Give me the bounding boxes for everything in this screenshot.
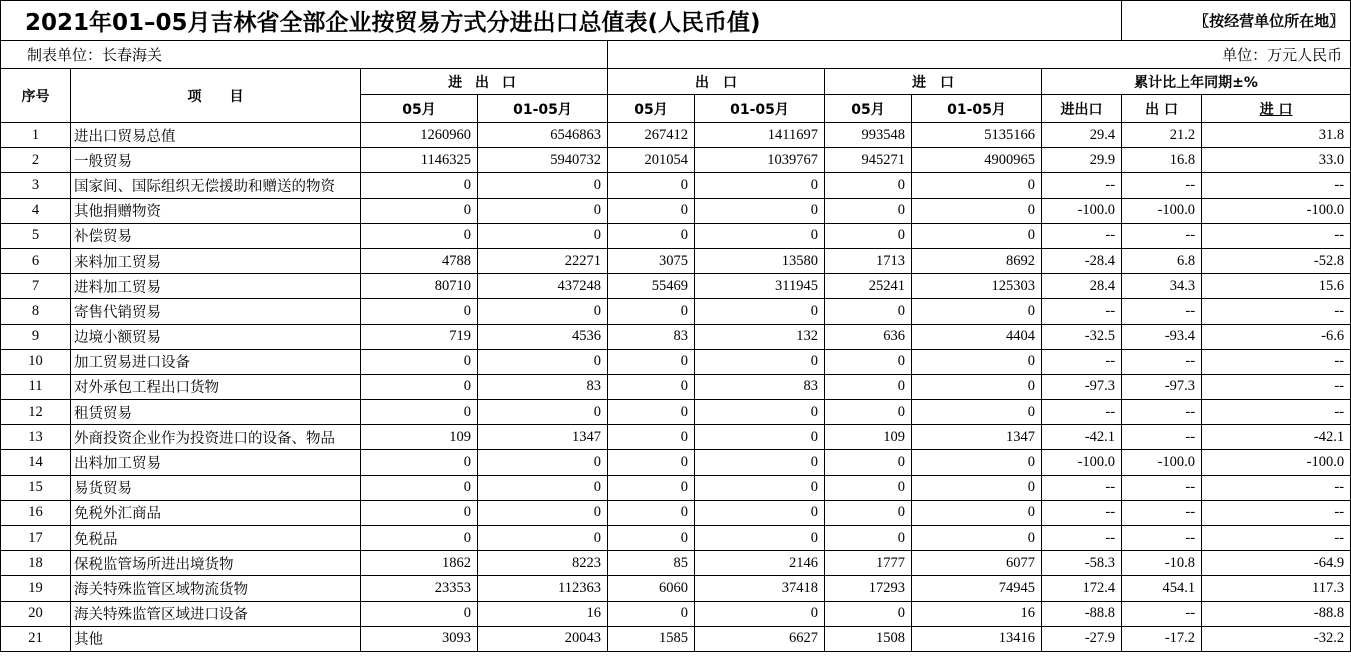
table-row xyxy=(1,198,1351,223)
row-value: 0 xyxy=(695,526,825,551)
table-row xyxy=(1,425,1351,450)
row-seq: 11 xyxy=(1,374,71,399)
row-seq: 5 xyxy=(1,223,71,248)
row-value: -42.1 xyxy=(1042,425,1122,450)
header-sub: 05月 xyxy=(825,95,912,123)
row-value: 8692 xyxy=(912,248,1042,273)
row-value: 0 xyxy=(825,223,912,248)
table-row xyxy=(1,450,1351,475)
row-value: 0 xyxy=(608,198,695,223)
header-item: 项 目 xyxy=(71,69,361,123)
row-value: 0 xyxy=(825,500,912,525)
row-value: 0 xyxy=(478,450,608,475)
table-row xyxy=(1,299,1351,324)
row-value: 37418 xyxy=(695,576,825,601)
row-item: 其他 xyxy=(71,626,361,651)
row-value: 1713 xyxy=(825,248,912,273)
row-seq: 18 xyxy=(1,551,71,576)
row-item: 一般贸易 xyxy=(71,148,361,173)
row-value: 454.1 xyxy=(1122,576,1202,601)
row-value: 0 xyxy=(478,526,608,551)
row-value: 22271 xyxy=(478,248,608,273)
row-value: 3093 xyxy=(361,626,478,651)
row-value: 29.9 xyxy=(1042,148,1122,173)
row-value: 0 xyxy=(608,299,695,324)
row-value: 0 xyxy=(361,500,478,525)
row-value: 945271 xyxy=(825,148,912,173)
row-value: -- xyxy=(1042,223,1122,248)
row-value: -32.2 xyxy=(1202,626,1351,651)
row-value: 8223 xyxy=(478,551,608,576)
row-value: 5135166 xyxy=(912,123,1042,148)
row-value: 0 xyxy=(825,400,912,425)
row-value: -32.5 xyxy=(1042,324,1122,349)
row-seq: 16 xyxy=(1,500,71,525)
row-value: 0 xyxy=(695,223,825,248)
row-value: -- xyxy=(1202,349,1351,374)
row-value: -88.8 xyxy=(1202,601,1351,626)
row-value: 311945 xyxy=(695,274,825,299)
table-row xyxy=(1,475,1351,500)
row-value: 0 xyxy=(912,450,1042,475)
row-seq: 14 xyxy=(1,450,71,475)
row-value: 16.8 xyxy=(1122,148,1202,173)
row-value: 1585 xyxy=(608,626,695,651)
row-value: 0 xyxy=(695,601,825,626)
row-value: -52.8 xyxy=(1202,248,1351,273)
table-row xyxy=(1,324,1351,349)
row-value: 13580 xyxy=(695,248,825,273)
row-value: 0 xyxy=(912,299,1042,324)
row-seq: 1 xyxy=(1,123,71,148)
row-value: 125303 xyxy=(912,274,1042,299)
row-value: 0 xyxy=(608,500,695,525)
row-value: 83 xyxy=(695,374,825,399)
row-value: -- xyxy=(1202,500,1351,525)
row-value: 0 xyxy=(608,425,695,450)
table-row xyxy=(1,123,1351,148)
row-value: -88.8 xyxy=(1042,601,1122,626)
row-value: 0 xyxy=(478,400,608,425)
row-value: -- xyxy=(1042,500,1122,525)
row-value: 0 xyxy=(912,198,1042,223)
row-seq: 19 xyxy=(1,576,71,601)
row-value: -- xyxy=(1122,425,1202,450)
row-value: 0 xyxy=(695,198,825,223)
row-value: 3075 xyxy=(608,248,695,273)
row-value: 0 xyxy=(695,173,825,198)
row-seq: 8 xyxy=(1,299,71,324)
row-item: 海关特殊监管区域进口设备 xyxy=(71,601,361,626)
row-item: 寄售代销贸易 xyxy=(71,299,361,324)
row-value: 6546863 xyxy=(478,123,608,148)
row-value: -100.0 xyxy=(1122,198,1202,223)
row-value: 1146325 xyxy=(361,148,478,173)
row-value: 0 xyxy=(695,400,825,425)
row-value: 1260960 xyxy=(361,123,478,148)
row-value: 0 xyxy=(695,299,825,324)
table-row xyxy=(1,400,1351,425)
row-value: 0 xyxy=(695,425,825,450)
row-value: 109 xyxy=(825,425,912,450)
row-value: 17293 xyxy=(825,576,912,601)
table-row xyxy=(1,349,1351,374)
row-value: 0 xyxy=(361,223,478,248)
row-item: 加工贸易进口设备 xyxy=(71,349,361,374)
row-value: 4788 xyxy=(361,248,478,273)
subtitle: 〖按经营单位所在地〗 xyxy=(1122,1,1351,41)
row-value: -6.6 xyxy=(1202,324,1351,349)
row-value: -- xyxy=(1042,475,1122,500)
row-value: -- xyxy=(1042,400,1122,425)
row-value: 112363 xyxy=(478,576,608,601)
compiler-label: 制表单位：长春海关 xyxy=(1,41,608,69)
row-value: -- xyxy=(1122,526,1202,551)
row-value: 1777 xyxy=(825,551,912,576)
row-value: 4900965 xyxy=(912,148,1042,173)
row-value: 74945 xyxy=(912,576,1042,601)
row-value: -- xyxy=(1042,299,1122,324)
row-value: 28.4 xyxy=(1042,274,1122,299)
row-value: -58.3 xyxy=(1042,551,1122,576)
row-value: 201054 xyxy=(608,148,695,173)
row-seq: 20 xyxy=(1,601,71,626)
row-value: -64.9 xyxy=(1202,551,1351,576)
row-item: 租赁贸易 xyxy=(71,400,361,425)
row-value: 0 xyxy=(825,450,912,475)
row-item: 出料加工贸易 xyxy=(71,450,361,475)
row-value: 6077 xyxy=(912,551,1042,576)
row-value: 437248 xyxy=(478,274,608,299)
row-value: -- xyxy=(1202,400,1351,425)
header-sub: 01-05月 xyxy=(695,95,825,123)
row-value: -- xyxy=(1202,299,1351,324)
row-item: 边境小额贸易 xyxy=(71,324,361,349)
row-value: -- xyxy=(1042,349,1122,374)
row-seq: 2 xyxy=(1,148,71,173)
table-row xyxy=(1,576,1351,601)
row-value: 0 xyxy=(478,198,608,223)
row-value: 0 xyxy=(478,173,608,198)
row-value: 719 xyxy=(361,324,478,349)
row-value: 0 xyxy=(912,349,1042,374)
row-item: 保税监管场所进出境货物 xyxy=(71,551,361,576)
row-value: 0 xyxy=(912,475,1042,500)
table-row xyxy=(1,173,1351,198)
row-seq: 3 xyxy=(1,173,71,198)
row-value: 0 xyxy=(912,374,1042,399)
row-value: -- xyxy=(1122,223,1202,248)
row-value: 34.3 xyxy=(1122,274,1202,299)
row-value: 1508 xyxy=(825,626,912,651)
row-value: 1411697 xyxy=(695,123,825,148)
row-value: 993548 xyxy=(825,123,912,148)
row-value: 4404 xyxy=(912,324,1042,349)
row-seq: 9 xyxy=(1,324,71,349)
row-value: -28.4 xyxy=(1042,248,1122,273)
row-value: 0 xyxy=(361,526,478,551)
row-value: 0 xyxy=(695,475,825,500)
row-item: 海关特殊监管区域物流货物 xyxy=(71,576,361,601)
row-value: 0 xyxy=(912,400,1042,425)
header-group-import: 进 口 xyxy=(825,69,1042,95)
row-seq: 7 xyxy=(1,274,71,299)
row-value: 0 xyxy=(912,173,1042,198)
row-value: 0 xyxy=(825,374,912,399)
row-value: 16 xyxy=(478,601,608,626)
row-value: 0 xyxy=(478,223,608,248)
row-value: 0 xyxy=(695,450,825,475)
row-value: 0 xyxy=(912,223,1042,248)
row-value: 0 xyxy=(912,500,1042,525)
row-item: 进出口贸易总值 xyxy=(71,123,361,148)
row-value: 85 xyxy=(608,551,695,576)
row-value: 15.6 xyxy=(1202,274,1351,299)
table-row xyxy=(1,248,1351,273)
header-sub-import-yoy: 进 口 xyxy=(1259,101,1293,118)
row-value: -- xyxy=(1202,374,1351,399)
row-value: 0 xyxy=(361,374,478,399)
row-value: 636 xyxy=(825,324,912,349)
row-value: 0 xyxy=(478,299,608,324)
row-value: 0 xyxy=(608,400,695,425)
row-value: -97.3 xyxy=(1122,374,1202,399)
row-item: 补偿贸易 xyxy=(71,223,361,248)
row-value: 29.4 xyxy=(1042,123,1122,148)
header-sub: 出 口 xyxy=(1122,95,1202,123)
row-value: -- xyxy=(1122,173,1202,198)
row-value: -- xyxy=(1122,500,1202,525)
row-value: 83 xyxy=(478,374,608,399)
row-value: 4536 xyxy=(478,324,608,349)
row-value: 0 xyxy=(361,299,478,324)
row-value: -10.8 xyxy=(1122,551,1202,576)
row-item: 进料加工贸易 xyxy=(71,274,361,299)
row-seq: 13 xyxy=(1,425,71,450)
row-value: 0 xyxy=(608,450,695,475)
table-row xyxy=(1,374,1351,399)
row-value: 1862 xyxy=(361,551,478,576)
row-value: -100.0 xyxy=(1202,450,1351,475)
table-row xyxy=(1,626,1351,651)
row-seq: 21 xyxy=(1,626,71,651)
row-value: 2146 xyxy=(695,551,825,576)
row-value: -- xyxy=(1202,526,1351,551)
row-value: -100.0 xyxy=(1202,198,1351,223)
row-value: 0 xyxy=(825,299,912,324)
row-value: 132 xyxy=(695,324,825,349)
row-value: -100.0 xyxy=(1122,450,1202,475)
row-value: 0 xyxy=(825,173,912,198)
row-item: 国家间、国际组织无偿援助和赠送的物资 xyxy=(71,173,361,198)
row-seq: 15 xyxy=(1,475,71,500)
page-title: 2021年01–05月吉林省全部企业按贸易方式分进出口总值表(人民币值) xyxy=(1,1,1122,41)
row-value: 0 xyxy=(695,349,825,374)
row-seq: 4 xyxy=(1,198,71,223)
row-value: 6.8 xyxy=(1122,248,1202,273)
row-value: -97.3 xyxy=(1042,374,1122,399)
row-value: 21.2 xyxy=(1122,123,1202,148)
row-item: 来料加工贸易 xyxy=(71,248,361,273)
header-sub: 进出口 xyxy=(1042,95,1122,123)
row-value: 0 xyxy=(361,475,478,500)
row-value: 5940732 xyxy=(478,148,608,173)
row-value: 0 xyxy=(608,173,695,198)
row-value: 6627 xyxy=(695,626,825,651)
row-value: -- xyxy=(1202,475,1351,500)
row-item: 免税外汇商品 xyxy=(71,500,361,525)
row-value: 55469 xyxy=(608,274,695,299)
row-seq: 17 xyxy=(1,526,71,551)
row-seq: 10 xyxy=(1,349,71,374)
row-value: 0 xyxy=(478,500,608,525)
row-value: -- xyxy=(1122,601,1202,626)
row-value: 0 xyxy=(361,450,478,475)
row-value: 0 xyxy=(825,349,912,374)
row-value: 0 xyxy=(825,198,912,223)
table-row xyxy=(1,551,1351,576)
header-sub xyxy=(1202,95,1351,123)
table-row xyxy=(1,500,1351,525)
row-value: 83 xyxy=(608,324,695,349)
row-value: -- xyxy=(1122,400,1202,425)
row-value: -93.4 xyxy=(1122,324,1202,349)
row-value: 109 xyxy=(361,425,478,450)
row-value: 0 xyxy=(912,526,1042,551)
row-value: 0 xyxy=(825,601,912,626)
row-value: -42.1 xyxy=(1202,425,1351,450)
row-value: -- xyxy=(1202,173,1351,198)
row-value: 172.4 xyxy=(1042,576,1122,601)
row-value: 0 xyxy=(695,500,825,525)
header-sub: 01-05月 xyxy=(478,95,608,123)
row-value: 0 xyxy=(825,475,912,500)
table-row xyxy=(1,223,1351,248)
row-value: 0 xyxy=(825,526,912,551)
row-value: -- xyxy=(1122,299,1202,324)
row-value: 0 xyxy=(608,349,695,374)
row-value: 13416 xyxy=(912,626,1042,651)
row-item: 其他捐赠物资 xyxy=(71,198,361,223)
row-value: 0 xyxy=(608,601,695,626)
row-seq: 12 xyxy=(1,400,71,425)
row-value: -- xyxy=(1202,223,1351,248)
row-value: 0 xyxy=(361,198,478,223)
row-value: -27.9 xyxy=(1042,626,1122,651)
row-value: 0 xyxy=(361,400,478,425)
header-sub: 05月 xyxy=(608,95,695,123)
row-value: 16 xyxy=(912,601,1042,626)
row-item: 易货贸易 xyxy=(71,475,361,500)
row-value: 20043 xyxy=(478,626,608,651)
row-value: 1039767 xyxy=(695,148,825,173)
header-group-export: 出 口 xyxy=(608,69,825,95)
row-value: -- xyxy=(1122,349,1202,374)
row-value: -100.0 xyxy=(1042,198,1122,223)
header-sub: 05月 xyxy=(361,95,478,123)
unit-label: 单位：万元人民币 xyxy=(608,41,1351,69)
row-value: 267412 xyxy=(608,123,695,148)
header-seq: 序号 xyxy=(1,69,71,123)
row-value: -- xyxy=(1042,173,1122,198)
row-value: 0 xyxy=(608,223,695,248)
row-value: 0 xyxy=(608,526,695,551)
row-item: 免税品 xyxy=(71,526,361,551)
row-value: -17.2 xyxy=(1122,626,1202,651)
header-group-total: 进 出 口 xyxy=(361,69,608,95)
row-item: 对外承包工程出口货物 xyxy=(71,374,361,399)
row-value: 25241 xyxy=(825,274,912,299)
row-value: 33.0 xyxy=(1202,148,1351,173)
row-value: 6060 xyxy=(608,576,695,601)
header-sub: 01-05月 xyxy=(912,95,1042,123)
row-value: -- xyxy=(1042,526,1122,551)
table-row xyxy=(1,526,1351,551)
row-value: 80710 xyxy=(361,274,478,299)
row-value: 0 xyxy=(478,475,608,500)
row-value: 0 xyxy=(608,374,695,399)
table-row xyxy=(1,148,1351,173)
row-value: 0 xyxy=(608,475,695,500)
row-value: 117.3 xyxy=(1202,576,1351,601)
row-value: 0 xyxy=(361,173,478,198)
row-value: -- xyxy=(1122,475,1202,500)
row-seq: 6 xyxy=(1,248,71,273)
row-value: 0 xyxy=(361,349,478,374)
header-group-yoy: 累计比上年同期±% xyxy=(1042,69,1351,95)
row-value: 0 xyxy=(361,601,478,626)
row-value: 1347 xyxy=(478,425,608,450)
table-row xyxy=(1,274,1351,299)
row-value: 0 xyxy=(478,349,608,374)
row-item: 外商投资企业作为投资进口的设备、物品 xyxy=(71,425,361,450)
row-value: 31.8 xyxy=(1202,123,1351,148)
row-value: 1347 xyxy=(912,425,1042,450)
table-row xyxy=(1,601,1351,626)
row-value: 23353 xyxy=(361,576,478,601)
row-value: -100.0 xyxy=(1042,450,1122,475)
